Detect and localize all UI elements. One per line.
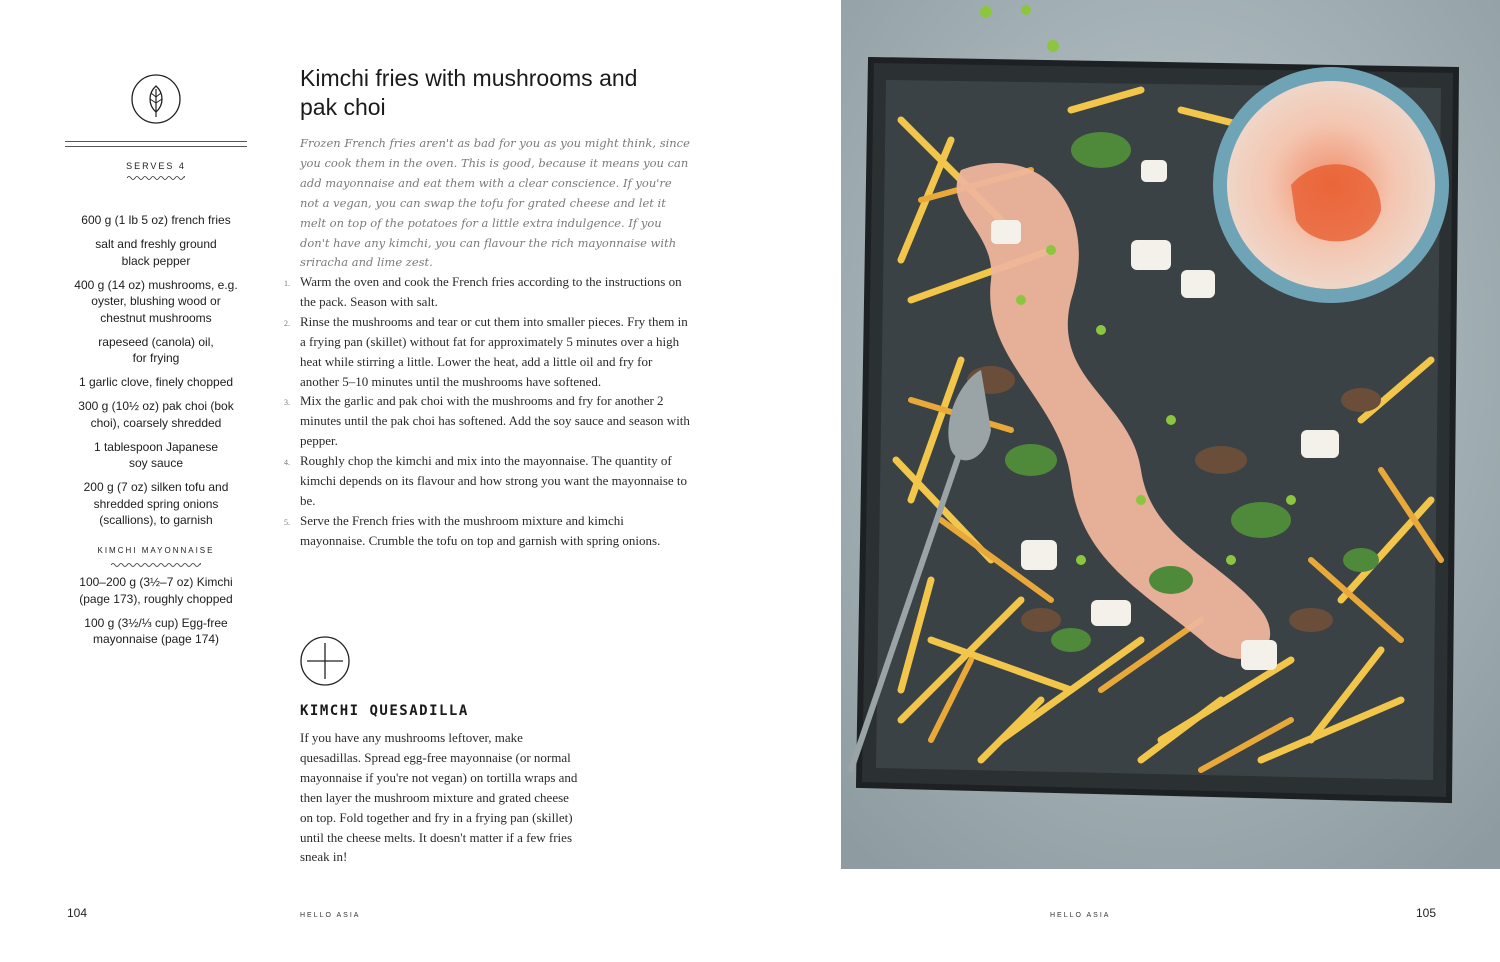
ingredient-item: 1 tablespoon Japanese soy sauce <box>93 439 219 470</box>
right-page <box>841 0 1500 962</box>
step-number: 2. <box>284 318 290 328</box>
ingredient-item: 1 garlic clove, finely chopped <box>78 375 234 389</box>
variation-title: KIMCHI QUESADILLA <box>300 703 469 719</box>
method-step <box>284 391 692 451</box>
recipe-intro: Frozen French fries aren't as bad for you as you might think, since you cook them in the oven. This is good, because it means you can add mayonnaise and eat them with a clear conscience. If you're not a vegan, you can swap the tofu for grated cheese and let it melt on top of the potatoes for a little extra indulgence. If you don't have any kimchi, you can flavour the rich mayonnaise with sriracha and lime zest. <box>300 136 690 270</box>
squiggle-divider <box>127 175 185 181</box>
serves-label: SERVES 4 <box>65 161 247 181</box>
step-text: Serve the French fries with the mushroom mixture and kimchi mayonnaise. Crumble the tofu on top and garnish with spring onions. <box>300 512 661 548</box>
step-number: 1. <box>284 279 290 288</box>
plus-icon <box>299 635 351 687</box>
step-text: Rinse the mushrooms and tear or cut them into smaller pieces. Fry them in a frying pan (skillet) without fat for approximately 5 minutes over a high heat while stirring a little. Lower the heat, add a little oil and fry for another 5–10 minutes until the mushrooms have softened. <box>300 313 688 389</box>
kimchi-mayo-subheading: KIMCHI MAYONNAISE <box>58 543 254 569</box>
squiggle-divider <box>111 562 201 568</box>
leaf-icon <box>130 73 182 125</box>
step-text: Mix the garlic and pak choi with the mushrooms and fry for another 2 minutes until the pak choi has softened. Add the soy sauce and season with pepper. <box>300 393 690 449</box>
ingredient-item: salt and freshly ground black pepper <box>95 237 217 268</box>
step-text: Roughly chop the kimchi and mix into the mayonnaise. The quantity of kimchi depends on its flavour and how strong you want the mayonnaise to be. <box>300 453 688 508</box>
method-steps <box>284 272 692 551</box>
food-photo <box>841 0 1500 869</box>
step-number: 3. <box>284 398 290 408</box>
ingredient-item: 200 g (7 oz) silken tofu and shredded spring onions (scallions), to garnish <box>83 480 229 527</box>
step-number: 4. <box>284 458 290 468</box>
ingredient-item: 600 g (1 lb 5 oz) french fries <box>81 213 231 227</box>
variation-text: If you have any mushrooms leftover, make quesadillas. Spread egg-free mayonnaise (or normal mayonnaise if you're not vegan) on tortilla wraps and then layer the mushroom mixture and grated cheese on top. Fold together and fry in a frying pan (skillet) until the cheese melts. It doesn't matter if a few fries sneak in! <box>300 730 578 865</box>
sidebar-rule <box>65 141 247 147</box>
running-head-right: HELLO ASIA <box>1050 912 1111 919</box>
page-number-right: 105 <box>1416 906 1437 920</box>
ingredients-list <box>58 212 254 655</box>
method-step <box>284 272 692 312</box>
page-number-left: 104 <box>67 906 88 920</box>
food-photo-kimchi-fries-icon <box>841 0 1500 869</box>
running-head-left: HELLO ASIA <box>300 912 361 919</box>
method-step <box>284 511 692 551</box>
ingredient-item: 100–200 g (3½–7 oz) Kimchi (page 173), roughly chopped <box>79 575 233 606</box>
step-number: 5. <box>284 517 290 527</box>
ingredient-item: rapeseed (canola) oil, for frying <box>98 334 214 365</box>
ingredient-item: 100 g (3½/⅓ cup) Egg-free mayonnaise (page 174) <box>84 615 228 646</box>
method-step <box>284 312 692 392</box>
method-step <box>284 451 692 511</box>
ingredient-item: 400 g (14 oz) mushrooms, e.g. oyster, blushing wood or chestnut mushrooms <box>74 277 238 325</box>
recipe-title: Kimchi fries with mushrooms and pak choi <box>300 65 638 120</box>
ingredient-item: 300 g (10½ oz) pak choi (bok choi), coarsely shredded <box>78 399 234 430</box>
step-text: Warm the oven and cook the French fries according to the instructions on the pack. Season with salt. <box>300 274 682 309</box>
